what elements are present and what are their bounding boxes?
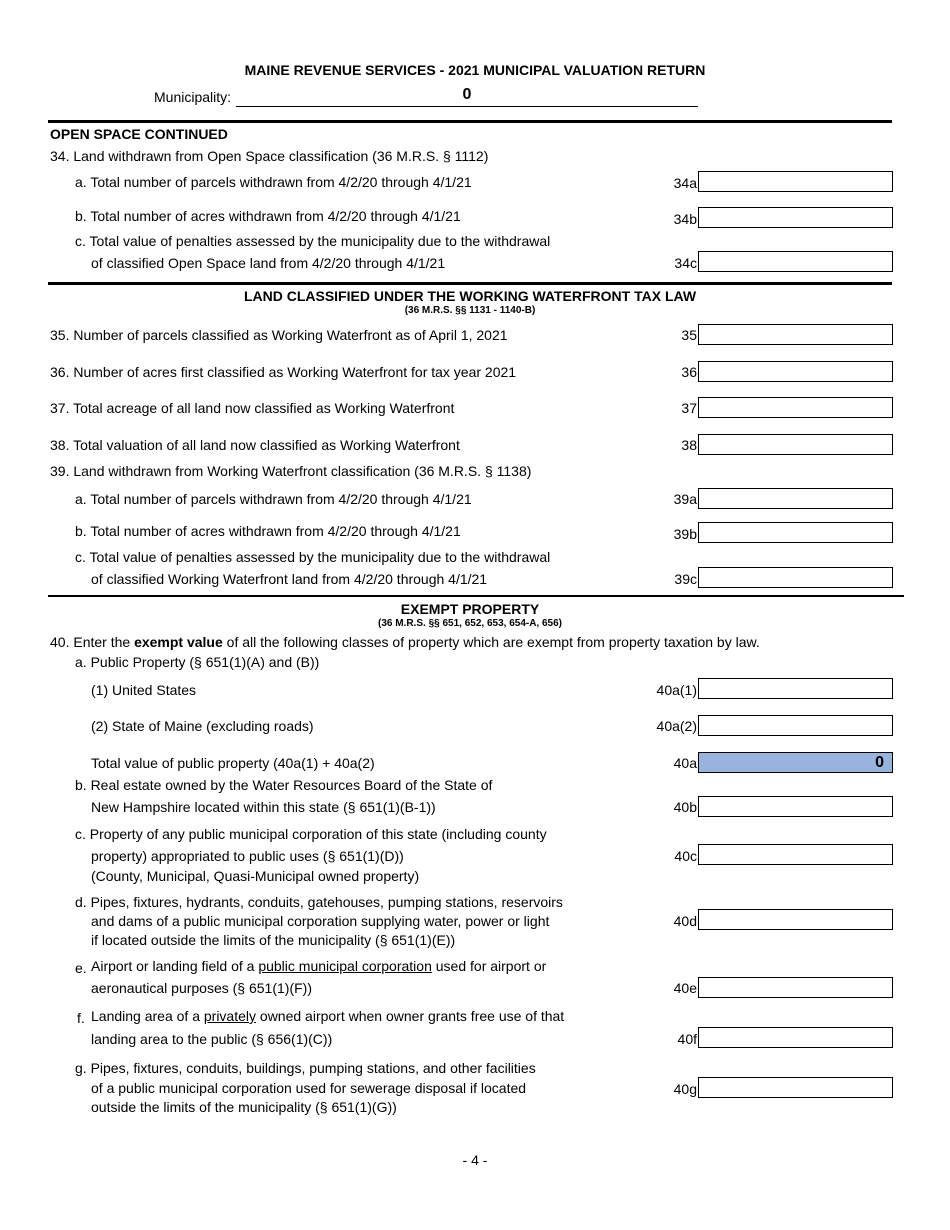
q40a1-input[interactable] [698, 678, 893, 699]
q34c-label-line2: of classified Open Space land from 4/2/20 through 4/1/21 [91, 255, 446, 271]
waterfront-subheading: (36 M.R.S. §§ 1131 - 1140-B) [404, 305, 536, 316]
q40g-label-line3: outside the limits of the municipality (§ 651(1)(G)) [91, 1099, 397, 1115]
q39c-input[interactable] [698, 567, 893, 588]
q40f-input[interactable] [698, 1027, 893, 1048]
q40a-total-value: 0 [875, 754, 884, 771]
form-title: MAINE REVENUE SERVICES - 2021 MUNICIPAL VALUATION RETURN [244, 62, 706, 78]
q39-label: 39. Land withdrawn from Working Waterfront classification (36 M.R.S. § 1138) [50, 463, 532, 479]
q40b-label-line2: New Hampshire located within this state (§ 651(1)(B-1)) [91, 799, 436, 815]
q40e-input[interactable] [698, 977, 893, 998]
q39a-label: a. Total number of parcels withdrawn from 4/2/20 through 4/1/21 [75, 491, 472, 507]
q34b-input[interactable] [698, 207, 893, 228]
q34c-code: 34c [674, 255, 697, 271]
q40e-label-pre: Airport or landing field of a [91, 958, 259, 974]
q38-input[interactable] [698, 434, 893, 455]
q40-label-post: of all the following classes of property which are exempt from property taxation by law. [222, 634, 760, 650]
q40d-label-line2: and dams of a public municipal corporation supplying water, power or light [91, 913, 550, 929]
q39b-code: 39b [673, 526, 697, 542]
q40e-code: 40e [673, 980, 697, 996]
q40a-total-field [698, 752, 893, 773]
q35-code: 35 [681, 327, 697, 343]
q34c-label-line1: c. Total value of penalties assessed by the municipality due to the withdrawal [75, 233, 551, 249]
q40f-letter: f. [77, 1010, 85, 1026]
q40e-label-line2: aeronautical purposes (§ 651(1)(F)) [91, 980, 312, 996]
q34a-input[interactable] [698, 171, 893, 192]
q40a1-label: (1) United States [91, 682, 197, 698]
q40a2-input[interactable] [698, 715, 893, 736]
q40a-label: a. Public Property (§ 651(1)(A) and (B)) [75, 654, 320, 670]
q40d-input[interactable] [698, 909, 893, 930]
q40c-code: 40c [674, 848, 697, 864]
q40f-code: 40f [677, 1031, 697, 1047]
q40g-label-line2: of a public municipal corporation used for sewerage disposal if located [91, 1080, 527, 1096]
q40-label-pre: 40. Enter the [50, 634, 135, 650]
q40f-label-pre: Landing area of a [91, 1008, 204, 1024]
q40e-label-post: used for airport or [431, 958, 547, 974]
municipality-field[interactable]: 0 [462, 86, 472, 103]
exempt-subheading: (36 M.R.S. §§ 651, 652, 653, 654-A, 656) [378, 618, 562, 629]
municipality-label: Municipality: [154, 89, 232, 105]
q40-label [50, 634, 760, 650]
q34a-code: 34a [673, 175, 697, 191]
q40d-label-line3: if located outside the limits of the municipality (§ 651(1)(E)) [91, 932, 456, 948]
q38-code: 38 [681, 437, 697, 453]
q35-input[interactable] [698, 324, 893, 345]
q40f-label-line1 [91, 1008, 564, 1024]
q38-label: 38. Total valuation of all land now classified as Working Waterfront [50, 437, 460, 453]
q39b-input[interactable] [698, 522, 893, 543]
q40a2-label: (2) State of Maine (excluding roads) [91, 718, 314, 734]
q40g-code: 40g [673, 1081, 697, 1097]
q39a-input[interactable] [698, 488, 893, 509]
q40d-code: 40d [673, 913, 697, 929]
q39c-code: 39c [674, 571, 697, 587]
q40f-label-underlined: privately [203, 1008, 257, 1024]
q40b-input[interactable] [698, 796, 893, 817]
q40a1-code: 40a(1) [656, 682, 697, 698]
municipality-underline [236, 106, 698, 107]
q40b-code: 40b [673, 799, 697, 815]
q40e-letter: e. [75, 960, 87, 976]
q40g-label-line1: g. Pipes, fixtures, conduits, buildings, pumping stations, and other facilities [75, 1060, 536, 1076]
q39c-label-line1: c. Total value of penalties assessed by the municipality due to the withdrawal [75, 549, 551, 565]
q40e-label-line1 [91, 958, 546, 974]
q40a2-code: 40a(2) [656, 718, 697, 734]
q34b-label: b. Total number of acres withdrawn from 4/2/20 through 4/1/21 [75, 208, 461, 224]
exempt-heading: EXEMPT PROPERTY [400, 601, 540, 617]
q40e-label-underlined: public municipal corporation [258, 958, 432, 974]
section-divider [48, 120, 892, 123]
q40c-input[interactable] [698, 844, 893, 865]
q34c-input[interactable] [698, 251, 893, 272]
q40d-label-line1: d. Pipes, fixtures, hydrants, conduits, gatehouses, pumping stations, reservoirs [75, 894, 563, 910]
q36-input[interactable] [698, 361, 893, 382]
q39c-label-line2: of classified Working Waterfront land from 4/2/20 through 4/1/21 [91, 571, 488, 587]
section-divider [48, 595, 904, 597]
q40a-code: 40a [673, 755, 697, 771]
q40-label-bold: exempt value [134, 634, 223, 650]
q37-code: 37 [681, 400, 697, 416]
q40a-total-label: Total value of public property (40a(1) + 40a(2) [91, 755, 375, 771]
page-number: - 4 - [462, 1152, 488, 1168]
section-divider [48, 282, 892, 285]
q40f-label-post: owned airport when owner grants free use of that [256, 1008, 565, 1024]
q34a-label: a. Total number of parcels withdrawn from 4/2/20 through 4/1/21 [75, 174, 472, 190]
q40c-label-line1: c. Property of any public municipal corporation of this state (including county [75, 826, 547, 842]
q34-label: 34. Land withdrawn from Open Space classification (36 M.R.S. § 1112) [50, 148, 489, 164]
q40c-label-line2: property) appropriated to public uses (§ 651(1)(D)) [91, 848, 404, 864]
q37-label: 37. Total acreage of all land now classified as Working Waterfront [50, 400, 455, 416]
q39a-code: 39a [673, 491, 697, 507]
q36-label: 36. Number of acres first classified as Working Waterfront for tax year 2021 [50, 364, 517, 380]
q37-input[interactable] [698, 397, 893, 418]
q40g-input[interactable] [698, 1077, 893, 1098]
q36-code: 36 [681, 364, 697, 380]
q40c-label-line3: (County, Municipal, Quasi-Municipal owned property) [91, 868, 420, 884]
q34b-code: 34b [673, 211, 697, 227]
q40f-label-line2: landing area to the public (§ 656(1)(C)) [91, 1031, 333, 1047]
waterfront-heading: LAND CLASSIFIED UNDER THE WORKING WATERFRONT TAX LAW [243, 288, 697, 304]
q39b-label: b. Total number of acres withdrawn from 4/2/20 through 4/1/21 [75, 523, 461, 539]
q35-label: 35. Number of parcels classified as Working Waterfront as of April 1, 2021 [50, 327, 508, 343]
open-space-heading: OPEN SPACE CONTINUED [50, 126, 228, 142]
q40b-label-line1: b. Real estate owned by the Water Resources Board of the State of [75, 777, 493, 793]
